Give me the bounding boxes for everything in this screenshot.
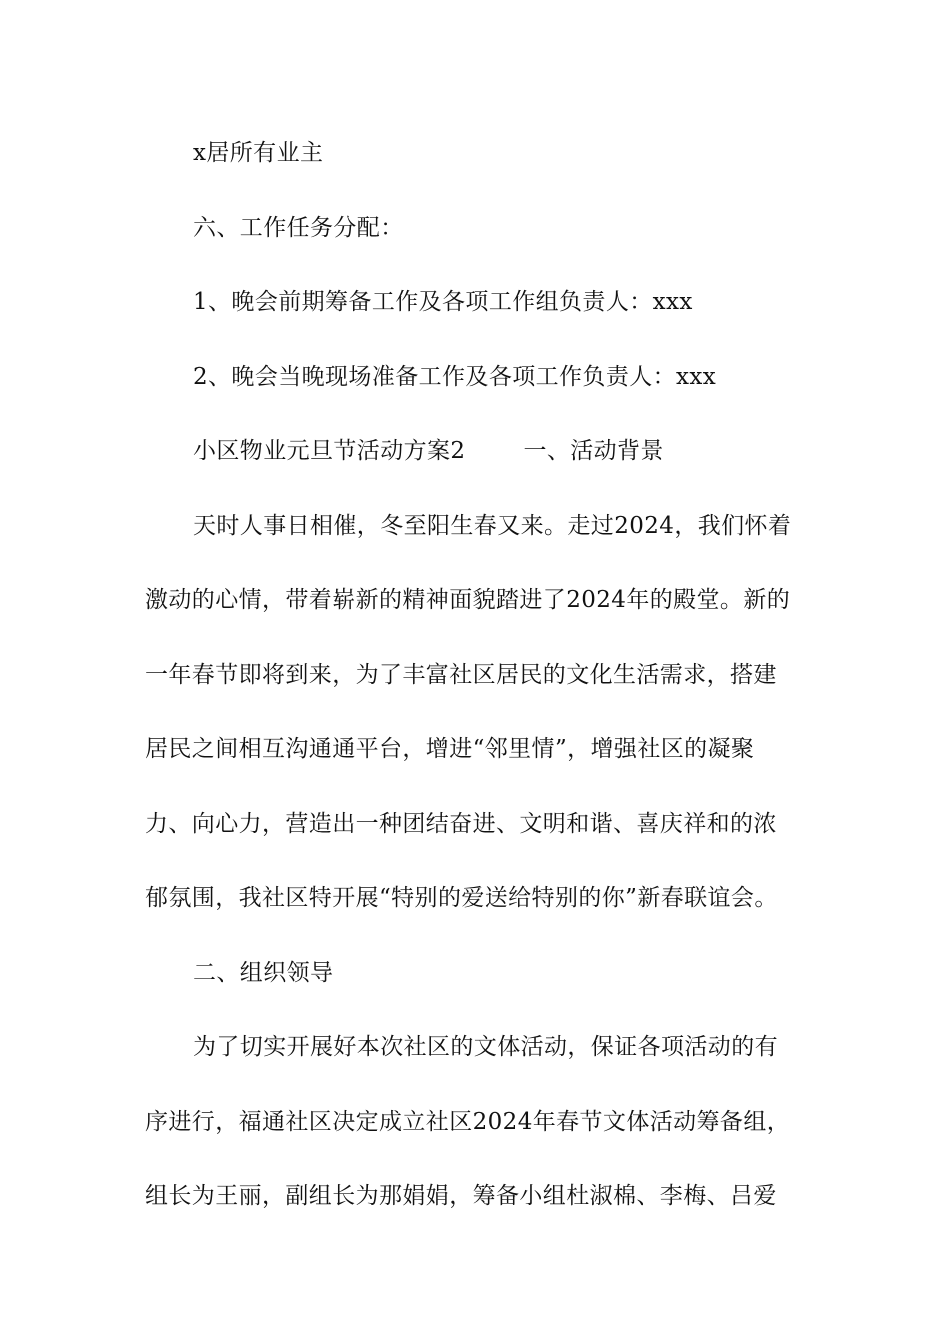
section-heading: 二、组织领导 (193, 960, 334, 986)
document-title-line (193, 436, 863, 466)
paragraph-line: 激动的心情，带着崭新的精神面貌踏进了2024年的殿堂。新的 (145, 587, 791, 613)
paragraph-line: x居所有业主 (193, 140, 324, 166)
paragraph-line: 力、向心力，营造出一种团结奋进、文明和谐、喜庆祥和的浓 (145, 811, 777, 837)
paragraph-line: 郁氛围，我社区特开展“特别的爱送给特别的你”新春联谊会。 (145, 885, 778, 911)
paragraph-line: 为了切实开展好本次社区的文体活动，保证各项活动的有 (193, 1034, 778, 1060)
document-title: 小区物业元旦节活动方案2 (193, 438, 466, 464)
paragraph-line: 2、晚会当晚现场准备工作及各项工作负责人：xxx (193, 364, 717, 390)
section-heading: 一、活动背景 (523, 438, 664, 464)
paragraph-line: 组长为王丽，副组长为那娟娟，筹备小组杜淑棉、李梅、吕爱 (145, 1183, 777, 1209)
paragraph-line: 序进行，福通社区决定成立社区2024年春节文体活动筹备组， (145, 1109, 791, 1135)
paragraph-line: 居民之间相互沟通通平台，增进“邻里情”，增强社区的凝聚 (145, 736, 755, 762)
paragraph-line: 一年春节即将到来，为了丰富社区居民的文化生活需求，搭建 (145, 662, 777, 688)
section-heading: 六、工作任务分配： (193, 215, 404, 241)
paragraph-line: 天时人事日相催，冬至阳生春又来。走过2024，我们怀着 (193, 513, 792, 539)
paragraph-line: 1、晚会前期筹备工作及各项工作组负责人：xxx (193, 289, 693, 315)
